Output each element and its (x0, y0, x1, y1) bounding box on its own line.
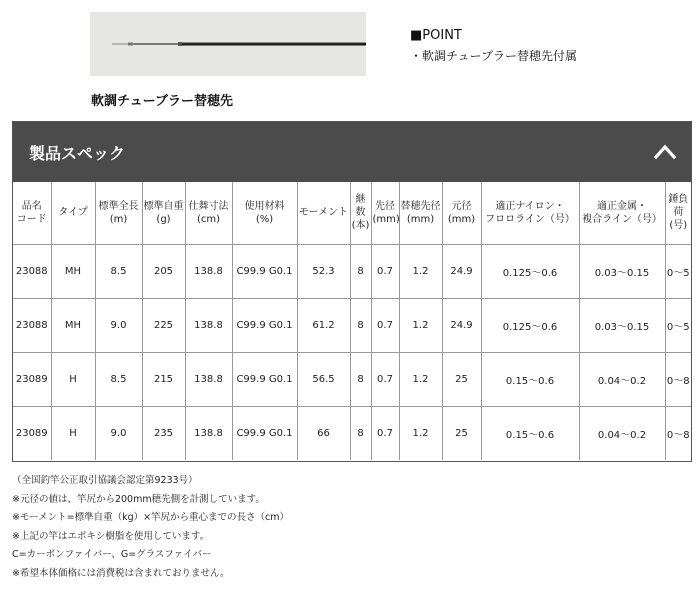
column-header-line: コード (16, 213, 47, 225)
table-cell: 8.5 (95, 244, 142, 298)
column-header-line: 標準全長 (98, 200, 139, 212)
column-header (297, 182, 350, 244)
table-cell: 0.7 (371, 298, 399, 352)
tip-caption: 軟調チューブラー替穂先 (91, 94, 233, 109)
column-header-line: (mm) (447, 213, 476, 225)
table-cell: 8 (350, 244, 371, 298)
column-header (95, 182, 142, 244)
column-header-line: モーメント (298, 207, 349, 219)
table-cell: 8 (350, 298, 371, 352)
table-cell: 9.0 (95, 298, 142, 352)
column-header (481, 182, 579, 244)
table-row (13, 298, 691, 352)
table-cell: 0.125～0.6 (481, 244, 579, 298)
column-header-line: (cm) (196, 213, 221, 225)
notes (12, 472, 289, 583)
point-section (410, 28, 577, 64)
table-cell: 235 (142, 406, 185, 460)
note-line: ※上記の竿はエポキシ樹脂を使用しています。 (12, 530, 210, 542)
table-cell: 24.9 (442, 244, 481, 298)
column-header-line: 仕舞寸法 (188, 200, 229, 212)
column-header-line: 標準自重 (143, 200, 184, 212)
column-header-line: 適正金属・ (597, 200, 647, 212)
table-cell: 215 (142, 352, 185, 406)
table-cell: 0～5 (665, 298, 691, 352)
table-cell: 24.9 (442, 298, 481, 352)
table-row (13, 406, 691, 460)
spec-body (13, 244, 691, 460)
note-line: ※希望本体価格には消費税は含まれておりません。 (12, 567, 230, 579)
table-cell: 0.03～0.15 (579, 244, 665, 298)
table-cell: 23089 (13, 406, 51, 460)
table-cell: 0.7 (371, 406, 399, 460)
table-cell: 52.3 (297, 244, 350, 298)
table-cell: 0.04～0.2 (579, 406, 665, 460)
spec-title: 製品スペック (29, 144, 126, 163)
column-header-line: 先径 (375, 200, 395, 212)
column-header (399, 182, 442, 244)
column-header-line: 錘負荷 (668, 194, 689, 219)
table-cell: 25 (442, 352, 481, 406)
table-cell: 23089 (13, 352, 51, 406)
note-line: ※元径の値は、竿尻から200mm穂先側を計測しています。 (12, 493, 265, 505)
note-line: （全国釣竿公正取引協議会認定第9233号） (12, 475, 198, 486)
column-header-line: フロロライン（号） (485, 213, 575, 225)
table-cell: 23088 (13, 298, 51, 352)
rod-tip-illustration (90, 12, 366, 76)
chevron-up-icon[interactable] (653, 140, 677, 164)
table-cell: 205 (142, 244, 185, 298)
table-cell: 138.8 (185, 406, 232, 460)
table-cell: 1.2 (399, 298, 442, 352)
table-cell: C99.9 G0.1 (232, 406, 297, 460)
table-cell: 66 (297, 406, 350, 460)
table-cell: 138.8 (185, 298, 232, 352)
column-header-line: 使用材料 (244, 200, 285, 212)
table-cell: 138.8 (185, 352, 232, 406)
spec-table (13, 182, 691, 460)
point-text: ・軟調チューブラー替穂先付属 (410, 49, 578, 63)
column-header-line: (号) (669, 220, 688, 232)
spec-panel (12, 121, 692, 462)
table-row (13, 352, 691, 406)
column-header (350, 182, 371, 244)
table-cell: 0.7 (371, 244, 399, 298)
table-cell: 61.2 (297, 298, 350, 352)
column-header-line: 品名 (21, 200, 42, 212)
column-header (232, 182, 297, 244)
column-header-line: 継数 (355, 194, 366, 219)
note-line: C=カーボンファイバー、G=グラスファイバー (12, 549, 212, 560)
column-header (371, 182, 399, 244)
table-cell: 8 (350, 406, 371, 460)
spec-header[interactable] (13, 122, 691, 182)
table-cell: H (51, 352, 95, 406)
table-cell: MH (51, 244, 95, 298)
table-cell: 9.0 (95, 406, 142, 460)
note-line: ※モーメント=標準自重（kg）×竿尻から重心までの長さ（cm） (12, 512, 290, 523)
table-cell: 0～5 (665, 244, 691, 298)
column-header (442, 182, 481, 244)
table-cell: C99.9 G0.1 (232, 298, 297, 352)
column-header-line: 適正ナイロン・ (495, 200, 565, 212)
table-cell: 8 (350, 352, 371, 406)
column-header-line: (%) (255, 213, 274, 225)
column-header (51, 182, 95, 244)
table-cell: 56.5 (297, 352, 350, 406)
table-cell: 0.03～0.15 (579, 298, 665, 352)
column-header (665, 182, 691, 244)
spec-header-row (13, 182, 691, 244)
table-cell: 0.7 (371, 352, 399, 406)
column-header-line: (m) (109, 213, 128, 225)
table-cell: 0～8 (666, 429, 690, 441)
column-header (13, 182, 51, 244)
table-cell: 1.2 (399, 352, 442, 406)
table-cell: 0～8 (665, 352, 691, 406)
table-cell: 0.15～0.6 (481, 352, 579, 406)
column-header-line: 元径 (451, 200, 472, 212)
column-header (185, 182, 232, 244)
point-title: ■POINT (410, 28, 462, 43)
column-header-line: 複合ライン（号） (582, 213, 662, 225)
column-header-line: (mm) (406, 213, 435, 225)
column-header-line: タイプ (58, 207, 88, 219)
table-cell: 0.125～0.6 (481, 298, 579, 352)
product-tip-image (90, 12, 366, 76)
column-header-line: (g) (156, 213, 171, 225)
table-cell: 0.15～0.6 (481, 406, 579, 460)
column-header (579, 182, 665, 244)
column-header-line: (本) (351, 220, 370, 232)
table-cell: 1.2 (399, 406, 442, 460)
table-cell: 25 (442, 406, 481, 460)
table-cell: MH (51, 298, 95, 352)
table-row (13, 244, 691, 298)
table-cell: 1.2 (399, 244, 442, 298)
table-cell: C99.9 G0.1 (232, 244, 297, 298)
table-cell: 8.5 (95, 352, 142, 406)
table-cell: C99.9 G0.1 (232, 352, 297, 406)
table-cell: 138.8 (185, 244, 232, 298)
column-header-line: 替穂先径 (400, 200, 441, 212)
table-cell: 23088 (13, 244, 51, 298)
table-cell: H (51, 406, 95, 460)
column-header-line: (mm) (372, 213, 400, 225)
column-header (142, 182, 185, 244)
table-cell: 225 (142, 298, 185, 352)
table-cell: 0.04～0.2 (579, 352, 665, 406)
